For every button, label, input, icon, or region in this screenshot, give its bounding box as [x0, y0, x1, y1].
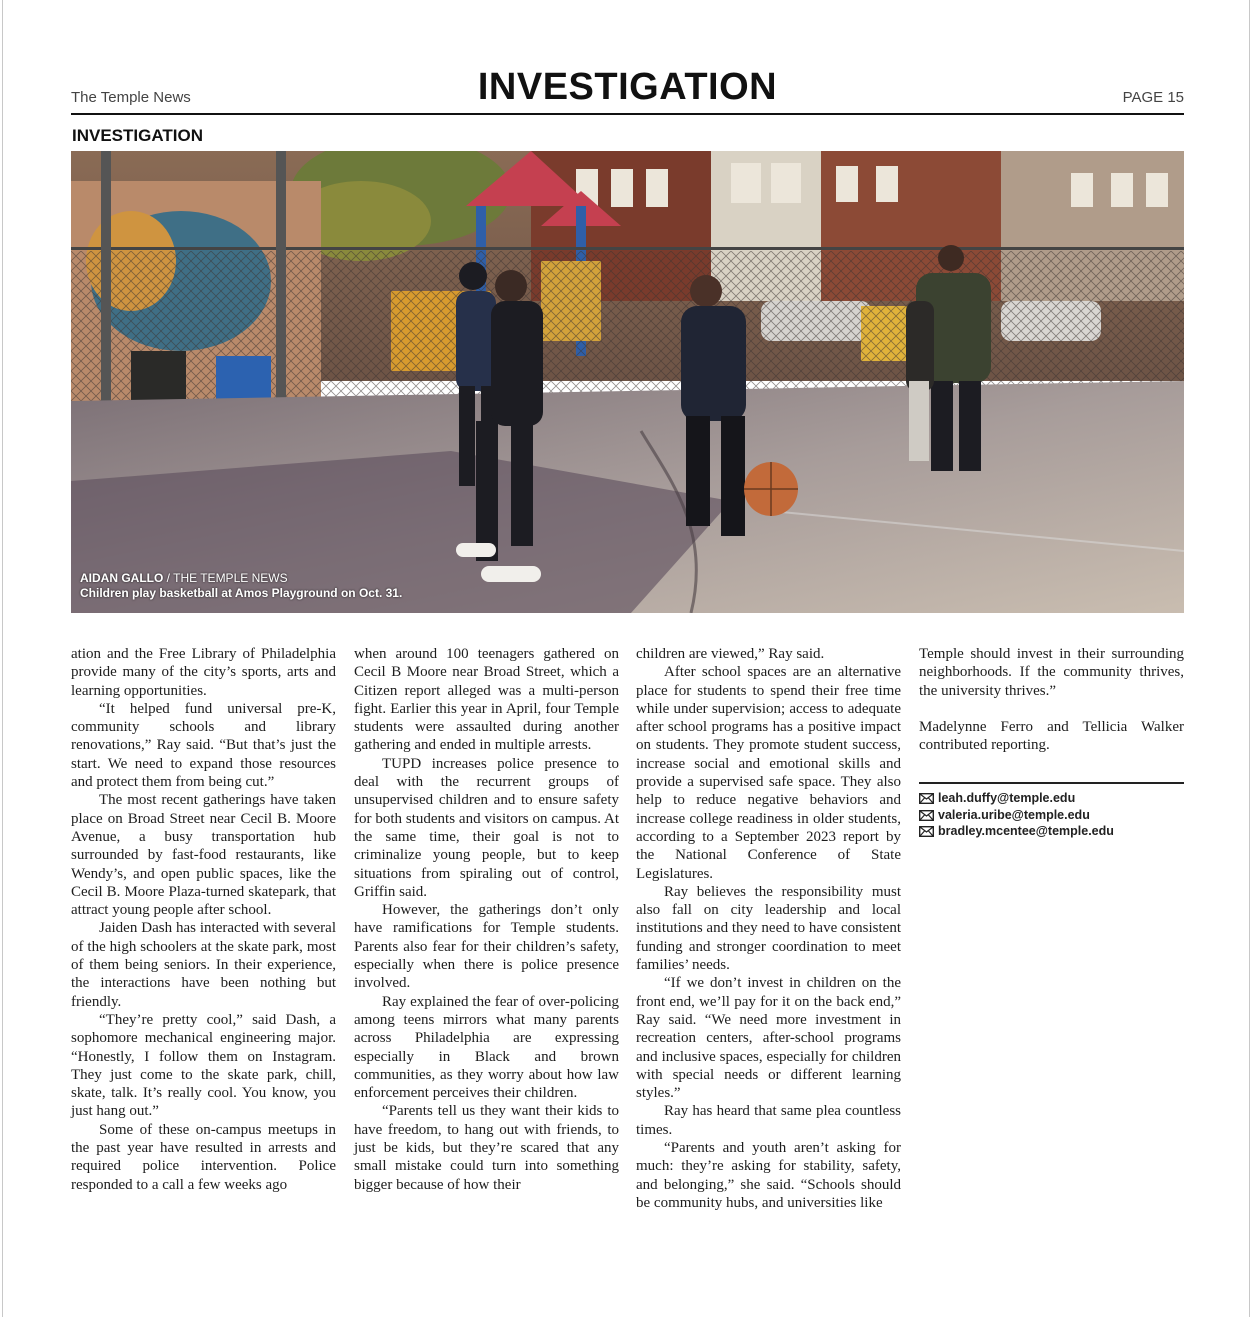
- envelope-icon: [919, 793, 934, 804]
- author-email[interactable]: [919, 823, 1184, 840]
- envelope-icon: [919, 810, 934, 821]
- column-4: [919, 645, 1184, 840]
- author-email[interactable]: [919, 790, 1184, 807]
- caption-text: Children play basketball at Amos Playground on Oct. 31.: [80, 586, 403, 600]
- column-3: [636, 645, 901, 1212]
- paragraph: “Parents tell us they want their kids to have freedom, to hang out with friends, to just be kids, but they’re scared that any small mistake could turn into something bigger because of how their: [354, 1103, 619, 1193]
- paragraph: “They’re pretty cool,” said Dash, a sophomore mechanical engineering major. “Honestly, I follow them on Instagram. They just come to the skate park, chill, skate, talk. It’s really cool. You know, you just hang out.”: [71, 1011, 336, 1120]
- author-email[interactable]: [919, 807, 1184, 824]
- article-body: [71, 645, 1184, 1225]
- paragraph: After school spaces are an alternative place for students to spend their free time while under supervision; access to adequate after school programs has a positive impact on students. They promote student success, increase social and emotional skills and provide a supervised safe space. They also help to reduce negative behaviors and increase college readiness in older students, according to a September 2023 report by the National Conference of State Legislatures.: [636, 664, 901, 882]
- photo-credit-org: / THE TEMPLE NEWS: [163, 571, 288, 585]
- paragraph: “Parents and youth aren’t asking for much: they’re asking for stability, safety, and belonging,” she said. “Schools should be community hubs, and universities like: [636, 1140, 901, 1211]
- section-title: INVESTIGATION: [477, 66, 778, 108]
- paragraph: ation and the Free Library of Philadelphia provide many of the city’s sports, arts and learning opportunities.: [71, 646, 336, 699]
- section-kicker: INVESTIGATION: [72, 126, 203, 145]
- paragraph: TUPD increases police presence to deal with the recurrent groups of unsupervised children and to ensure safety for both students and visitors on campus. At the same time, their goal is not to criminalize young people, but to keep situations from spiraling out of control, Griffin said.: [354, 755, 619, 900]
- paragraph: Ray believes the responsibility must also fall on city leadership and local institutions and they need to have consistent funding and stronger coordination to meet families’ needs.: [636, 883, 901, 974]
- email-address[interactable]: leah.duffy@temple.edu: [938, 791, 1076, 806]
- page-number: PAGE 15: [1122, 89, 1184, 106]
- email-address[interactable]: bradley.mcentee@temple.edu: [938, 824, 1114, 839]
- photo-credit-name: AIDAN GALLO: [80, 571, 164, 585]
- article-photo: [71, 151, 1184, 613]
- contributor-note: Madelynne Ferro and Tellicia Walker contributed reporting.: [919, 718, 1184, 754]
- photo-caption: [80, 571, 402, 601]
- masthead: [71, 60, 1184, 115]
- paragraph: Temple should invest in their surrounding neighborhoods. If the community thrives, the university thrives.”: [919, 646, 1184, 699]
- paragraph: The most recent gatherings have taken place on Broad Street near Cecil B. Moore Avenue, a busy transportation hub surrounded by fast-food restaurants, like Wendy’s, and open public spaces, like the Cecil B. Moore Plaza-turned skatepark, that attract young people after school.: [71, 792, 336, 919]
- email-address[interactable]: valeria.uribe@temple.edu: [938, 807, 1090, 822]
- paragraph: children are viewed,” Ray said.: [636, 646, 825, 662]
- paragraph: “It helped fund universal pre-K, community schools and library renovations,” Ray said. “But that’s just the start. We need to expand those resources and protect them from being cut.”: [71, 700, 336, 791]
- paragraph: “If we don’t invest in children on the front end, we’ll pay for it on the back end,” Ray said. “We need more investment in recreation centers, after-school programs and inclusive spaces, especially for children with special needs or different learning styles.”: [636, 975, 901, 1102]
- paragraph: Ray explained the fear of over-policing among teens mirrors what many parents across Philadelphia are expressing especially in Black and brown communities, as they worry about how law enforcement perceives their children.: [354, 993, 619, 1102]
- column-1: [71, 645, 336, 1194]
- paragraph: Ray has heard that same plea countless times.: [636, 1103, 901, 1138]
- publication-name: The Temple News: [71, 89, 191, 106]
- paragraph: Some of these on-campus meetups in the past year have resulted in arrests and required police intervention. Police responded to a call a few weeks ago: [71, 1121, 336, 1193]
- envelope-icon: [919, 826, 934, 837]
- basketball-photo: [71, 151, 1184, 613]
- paragraph: when around 100 teenagers gathered on Cecil B Moore near Broad Street, which a Citizen report alleged was a multi-person fight. Earlier this year in April, four Temple students were assaulted during another gathering and ended in multiple arrests.: [354, 646, 619, 754]
- column-2: [354, 645, 619, 1194]
- author-divider: [919, 782, 1184, 784]
- paragraph: Jaiden Dash has interacted with several of the high schoolers at the skate park, most of them being seniors. In their experience, the interactions have been nothing but friendly.: [71, 920, 336, 1010]
- paragraph: However, the gatherings don’t only have ramifications for Temple students. Parents also fear for their children’s safety, especially when there is police presence involved.: [354, 902, 619, 992]
